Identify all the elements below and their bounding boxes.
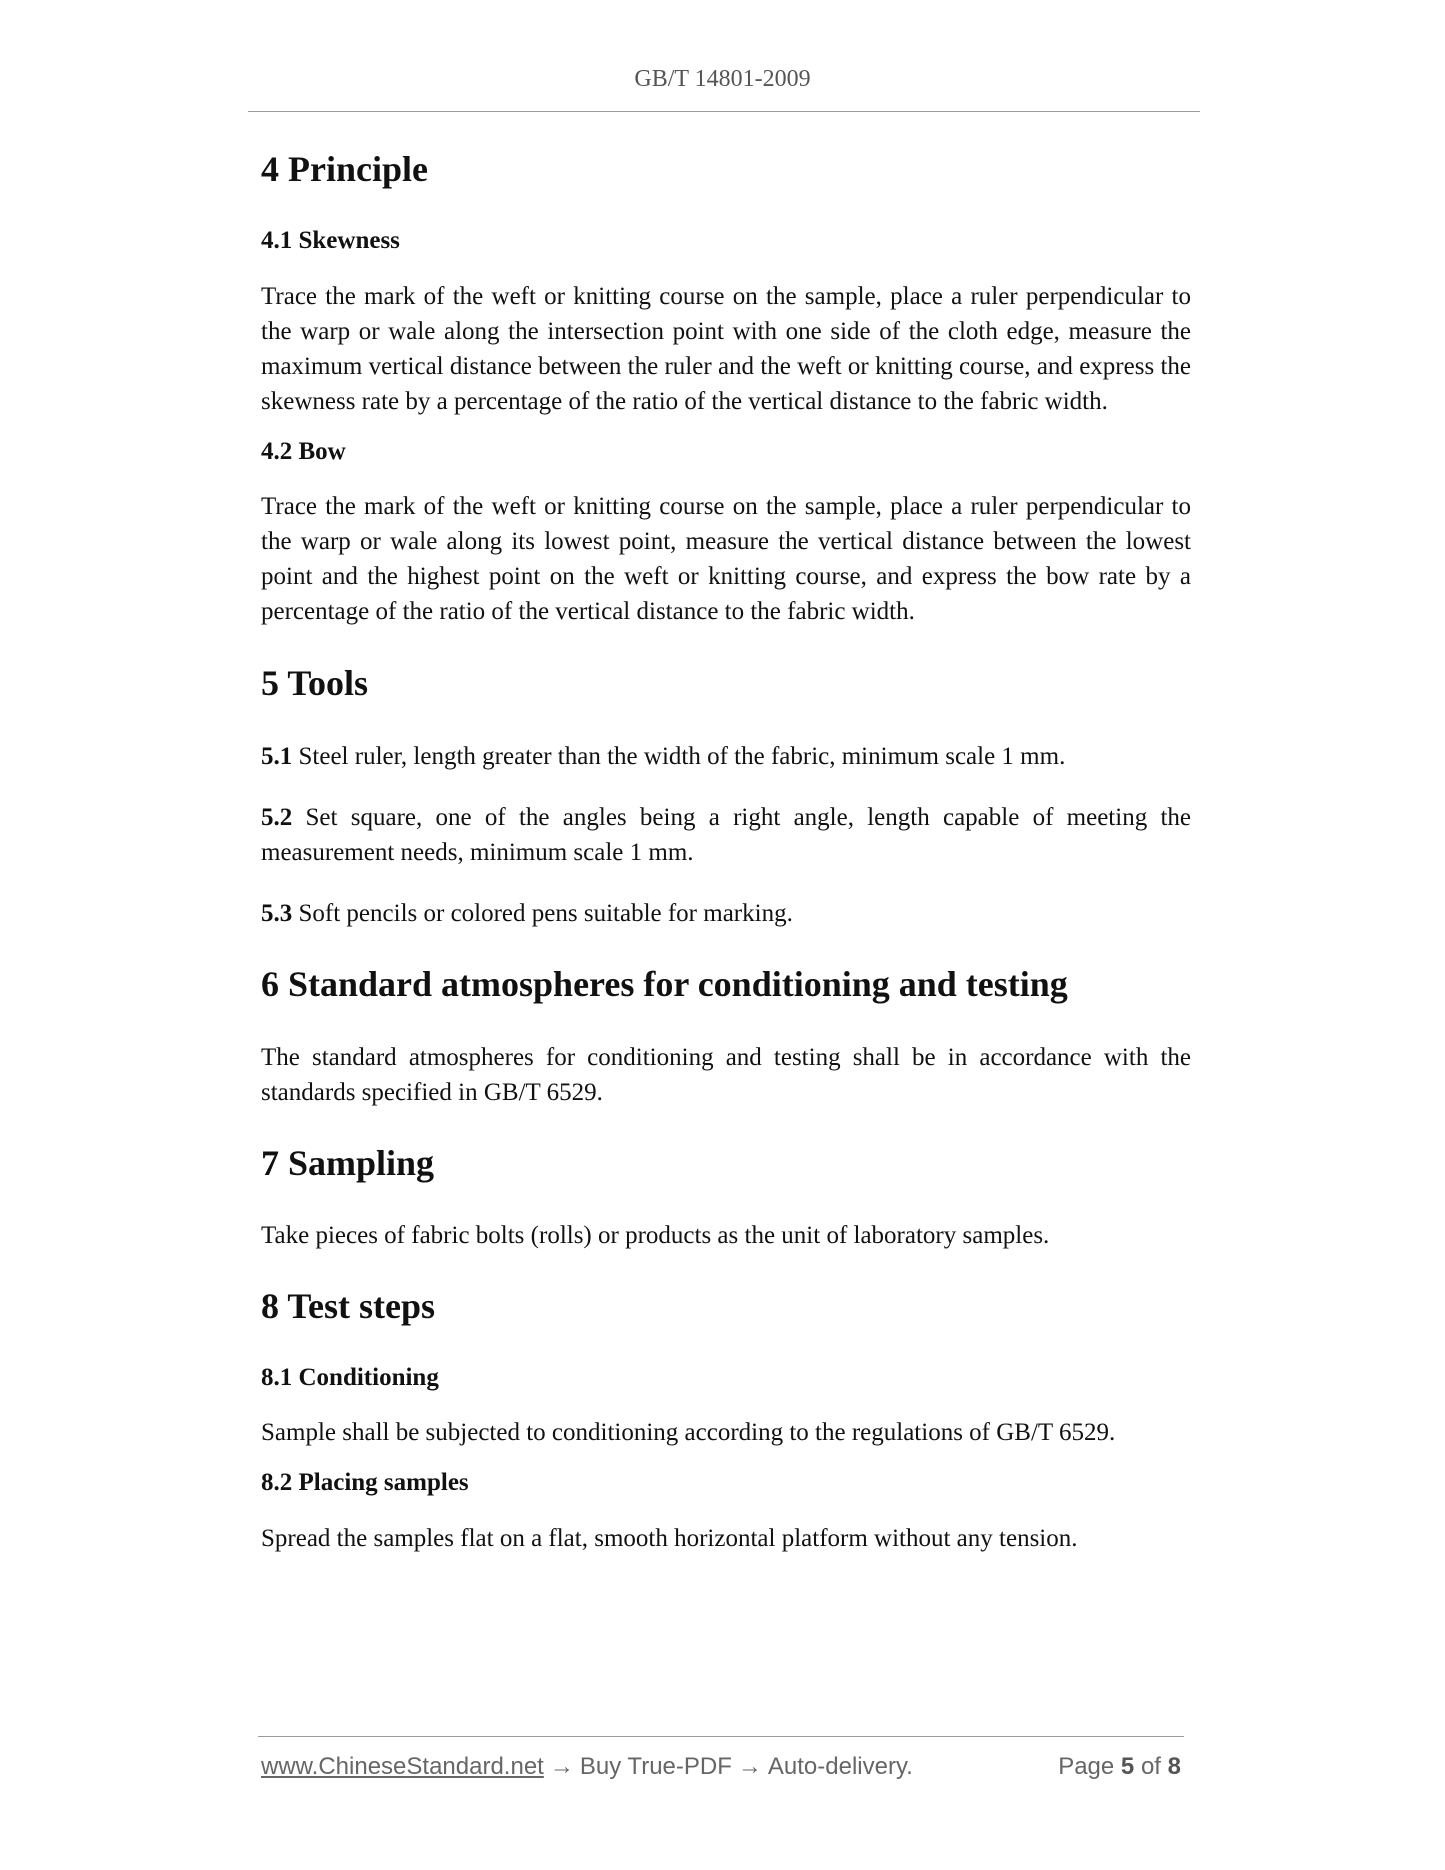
section-4-2-text: Trace the mark of the weft or knitting course on the sample, place a ruler perpendicular to the warp or wale along its lowest point, measure the vertical distance between the lowest point and the highest point on the weft or knitting course, and express the bow rate by a percentage of the ratio of the vertical distance to the fabric width. bbox=[261, 493, 1191, 626]
section-8-2-text: Spread the samples flat on a flat, smooth horizontal platform without any tension. bbox=[261, 1524, 1078, 1552]
section-6-heading: 6 Standard atmospheres for conditioning and testing bbox=[261, 964, 1068, 1005]
auto-delivery-text: Auto-delivery. bbox=[767, 1753, 913, 1780]
page-footer bbox=[261, 1753, 1181, 1781]
tool-item-number: 5.3 bbox=[261, 900, 293, 928]
section-8-1-heading: 8.1 Conditioning bbox=[261, 1363, 439, 1391]
tool-item-number: 5.1 bbox=[261, 743, 293, 771]
page-current: 5 bbox=[1120, 1753, 1135, 1780]
page-of: of bbox=[1140, 1753, 1161, 1780]
page-indicator bbox=[1058, 1753, 1181, 1781]
section-4-1-heading: 4.1 Skewness bbox=[261, 227, 400, 255]
tool-item-number: 5.2 bbox=[261, 804, 293, 832]
section-8-2-heading: 8.2 Placing samples bbox=[261, 1469, 469, 1497]
document-body bbox=[261, 148, 1191, 1556]
section-5-heading: 5 Tools bbox=[261, 663, 369, 704]
section-7-text: Take pieces of fabric bolts (rolls) or products as the unit of laboratory samples. bbox=[261, 1221, 1050, 1249]
page-total: 8 bbox=[1167, 1753, 1181, 1780]
page-label: Page bbox=[1058, 1753, 1115, 1780]
tool-item bbox=[261, 896, 1191, 931]
tool-item-text: Set square, one of the angles being a right angle, length capable of meeting the measurement needs, minimum scale 1 mm. bbox=[261, 804, 1192, 867]
tool-item-text: Steel ruler, length greater than the width of the fabric, minimum scale 1 mm. bbox=[298, 743, 1066, 771]
section-6-text: The standard atmospheres for conditioning and testing shall be in accordance with the standards specified in GB/T 6529. bbox=[261, 1043, 1191, 1106]
tool-item-text: Soft pencils or colored pens suitable for marking. bbox=[298, 900, 793, 928]
tool-item bbox=[261, 739, 1191, 774]
section-4-1-text: Trace the mark of the weft or knitting course on the sample, place a ruler perpendicular to the warp or wale along the intersection point with one side of the cloth edge, measure the maximum vertical distance between the ruler and the weft or knitting course, and express the skewness rate by a percentage of the ratio of the vertical distance to the fabric width. bbox=[261, 282, 1191, 415]
section-8-1-text: Sample shall be subjected to conditioning according to the regulations of GB/T 6529. bbox=[261, 1419, 1116, 1447]
section-4-heading: 4 Principle bbox=[261, 149, 428, 189]
website-link[interactable]: www.ChineseStandard.net bbox=[261, 1753, 544, 1780]
page-header-title: GB/T 14801-2009 bbox=[634, 66, 811, 92]
section-7-heading: 7 Sampling bbox=[261, 1142, 435, 1183]
arrow-right-icon: → bbox=[737, 1753, 762, 1780]
arrow-right-icon: → bbox=[549, 1753, 574, 1780]
section-8-heading: 8 Test steps bbox=[261, 1285, 436, 1326]
header-divider bbox=[248, 111, 1200, 112]
tool-item bbox=[261, 800, 1191, 870]
buy-true-pdf-text: Buy True-PDF bbox=[579, 1753, 732, 1780]
footer-divider bbox=[258, 1736, 1184, 1737]
section-4-2-heading: 4.2 Bow bbox=[261, 437, 346, 465]
